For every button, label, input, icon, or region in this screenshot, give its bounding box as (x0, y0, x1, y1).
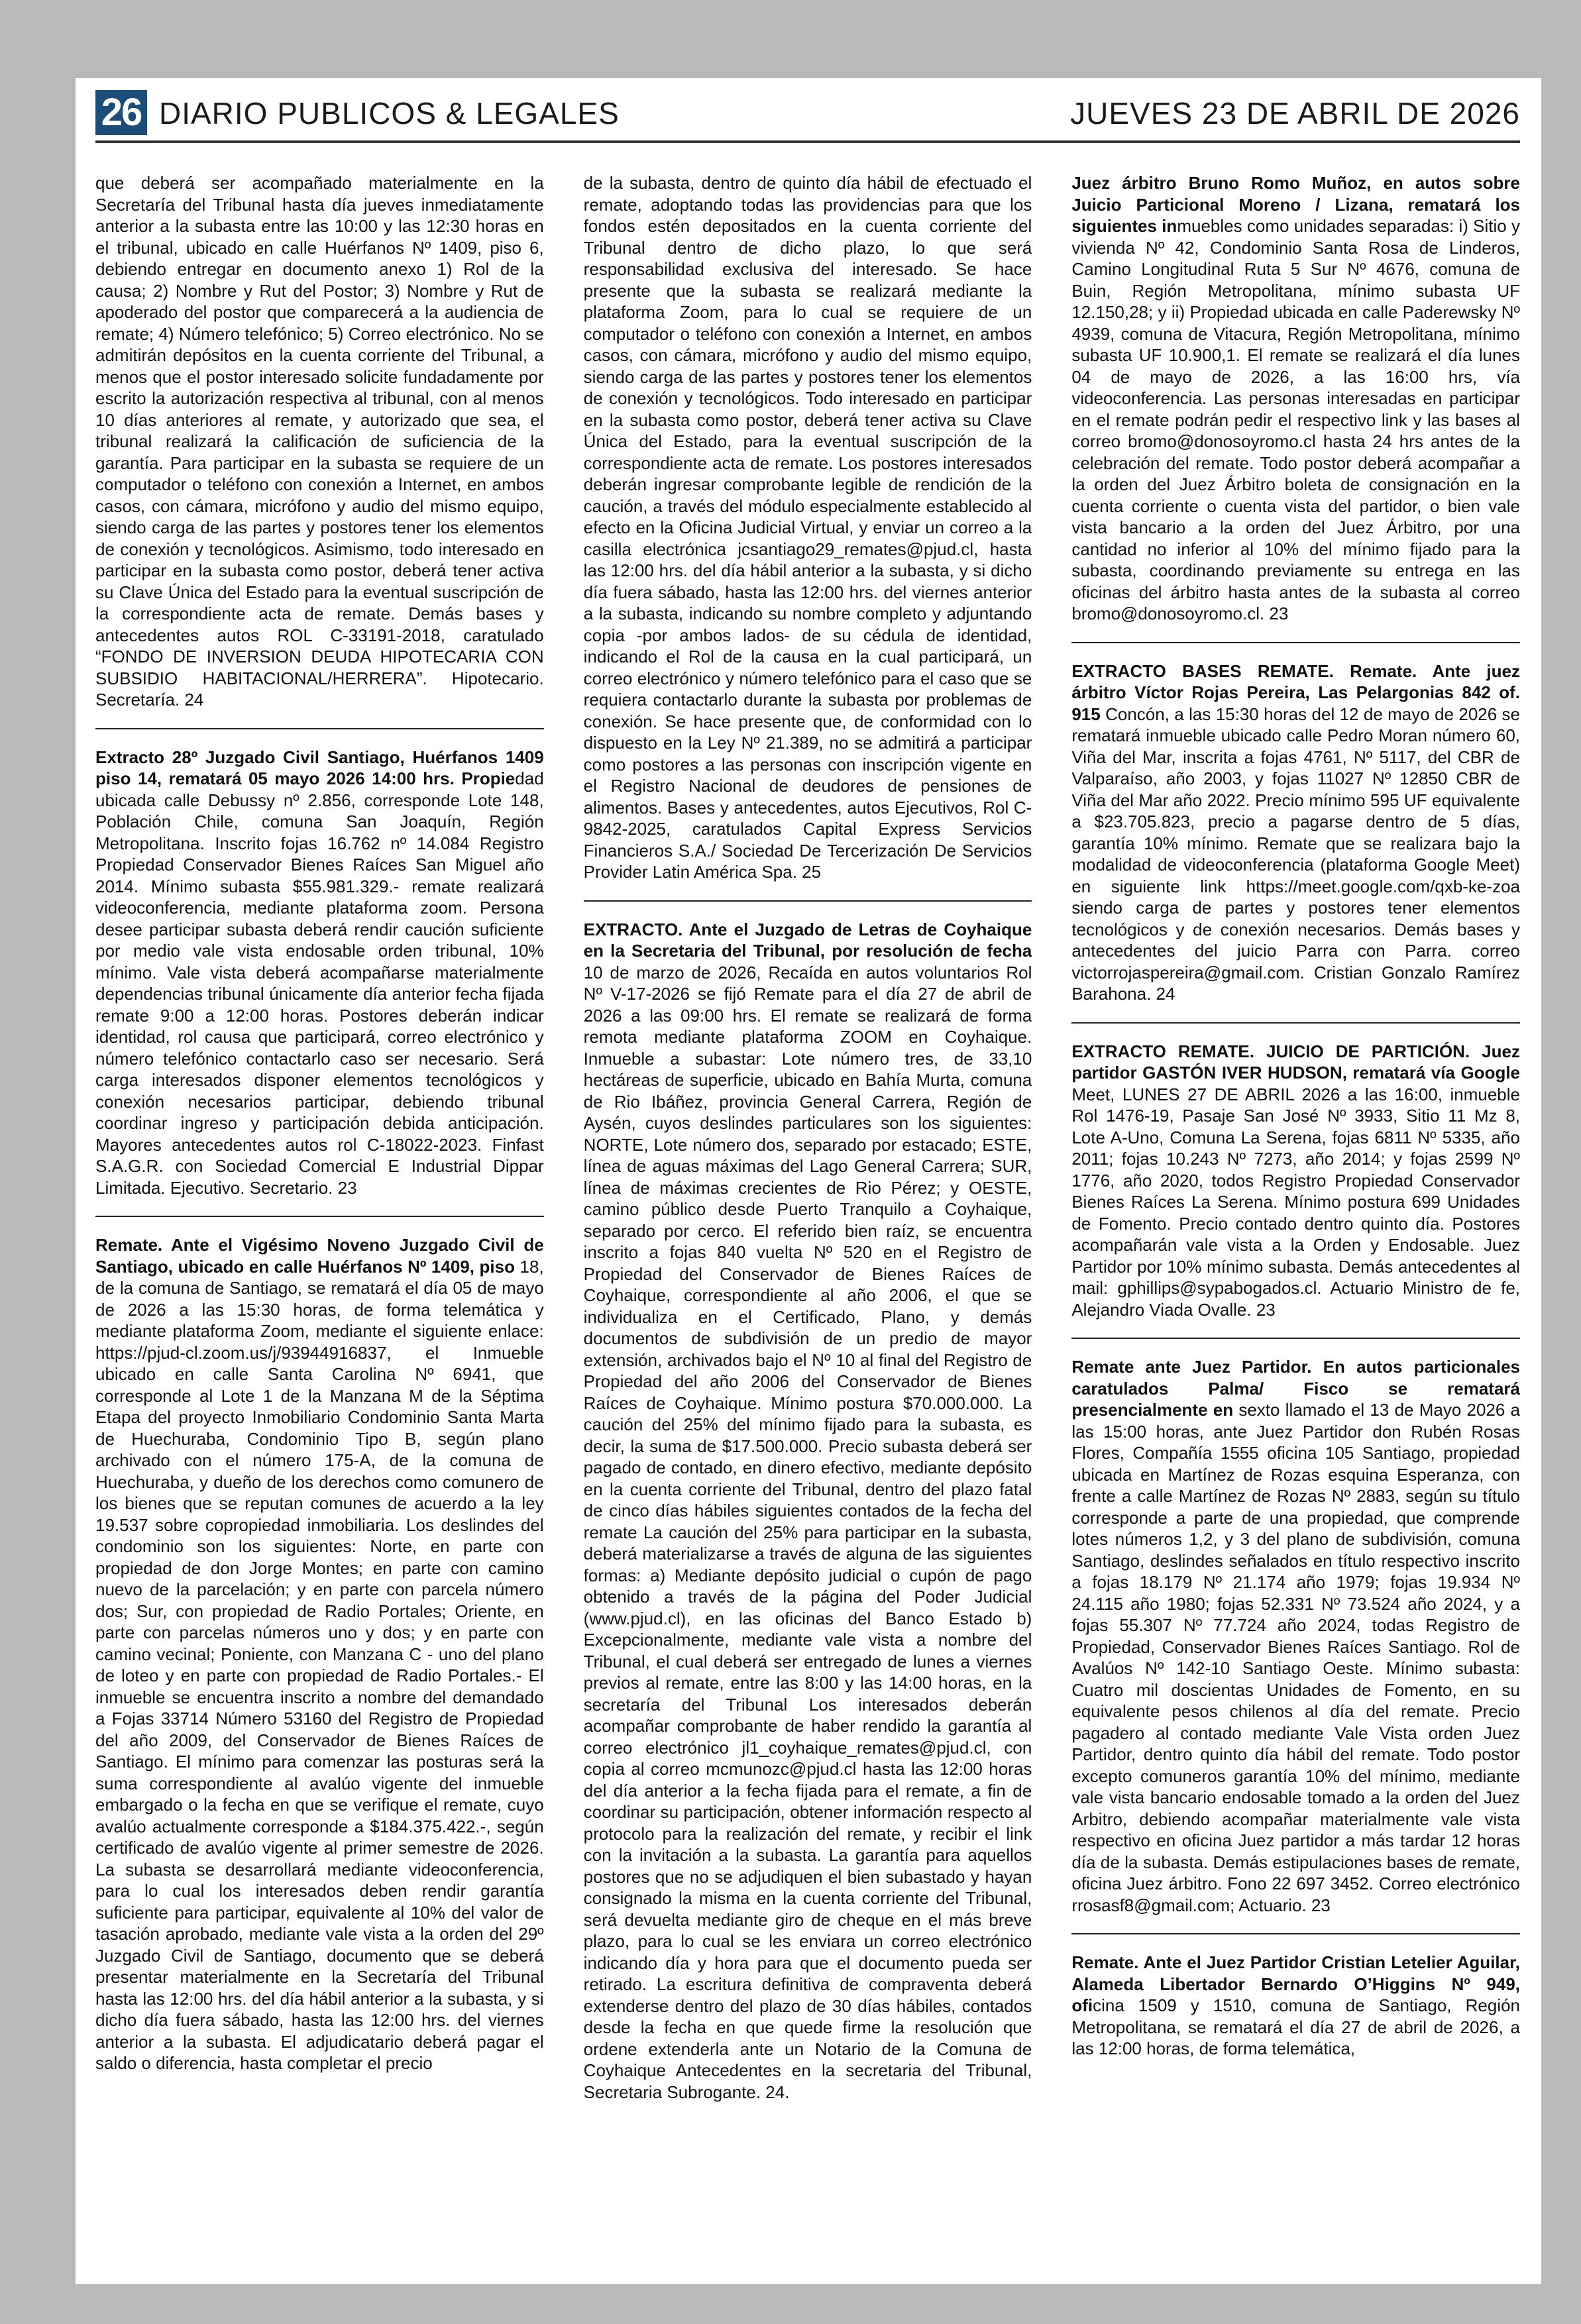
divider (1071, 642, 1520, 643)
notice-text: que deberá ser acompañado materialmente en la Secretaría del Tribunal hasta día jueves inmediatamente anterior a la subasta entre las 10:00 y las 12:30 horas en el tribunal, ubicado en calle Huérfanos Nº 1409, piso 6, debiendo entregar en documento anexo 1) Rol de la causa; 2) Nombre y Rut del Postor; 3) Nombre y Rut de apoderado del postor que comparecerá a la audiencia de remate; 4) Número telefónico; 5) Correo electrónico. No se admitirán depósitos en la cuenta corriente del Tribunal, a menos que el postor interesado solicite fundadamente por escrito la autorización respectiva al tribunal, con al menos 10 días anteriores al remate, y autorizado que sea, el tribunal realizará la calificación de suficiencia de la garantía. Para participar en la subasta se requiere de un computador o teléfono con conexión a Internet, en ambos casos, con cámara, micrófono y audio del mismo equipo, siendo carga de las partes y postores tener los elementos de conexión y tecnológicos. Asimismo, todo interesado en participar en la subasta como postor, deberá tener activa su Clave Única del Estado para la eventual suscripción de la correspondiente acta de remate. Demás bases y antecedentes autos ROL C-33191-2018, caratulado “FONDO DE INVERSION DEUDA HIPOTECARIA CON SUBSIDIO HABITACIONAL/HERRERA”. Hipotecario. Secretaría. 24 (95, 173, 544, 710)
column-1 (95, 172, 544, 2266)
notice-heading: Remate. Ante el Juez Partidor Cristian Letelier Aguilar, Alameda Libertador Bernardo O’Higgins Nº 949, ofi (1071, 1952, 1521, 2015)
notice-text: 18, de la comuna de Santiago, se rematará el día 05 de mayo de 2026 a las 15:30 horas, de forma telemática y mediante plataforma Zoom, mediante el siguiente enlace: https://pjud-cl.zoom.us/j/93944916837, el Inmueble ubicado en calle Santa Carolina Nº 6941, que corresponde al Lote 1 de la Manzana M de la Séptima Etapa del proyecto Inmobiliario Condominio Santa Marta de Huechuraba, Condominio Tipo B, según plano archivado con el número 175-A, de la comuna de Huechuraba, y dueño de los derechos como comunero de los bienes que se reputan comunes de acuerdo a la ley 19.537 sobre copropiedad inmobiliaria. Los deslindes del condominio son los siguientes: Norte, en parte con propiedad de don Jorge Montes; en parte con camino nuevo de la parcelación; y en parte con parcela número dos; Sur, con propiedad de Radio Portales; Oriente, en parte con parcelas números uno y dos; y en parte con camino vecinal; Poniente, con Manzana C - uno del plano de loteo y en parte con propiedad de Radio Portales.- El inmueble se encuentra inscrito a nombre del demandado a Fojas 33714 Número 53160 del Registro de Propiedad del año 2009, del Conservador de Bienes Raíces de Santiago. El mínimo para comenzar las posturas será la suma correspondiente al avalúo vigente del inmueble embargado o la fecha en que se verifique el remate, cuyo avalúo actualmente corresponde a $184.375.422.-, según certificado de avalúo vigente al primer semestre de 2026. La subasta se desarrollará mediante videoconferencia, para lo cual los interesados deben rendir garantía suficiente para participar, equivalente al 10% del valor de tasación aprobado, mediante vale vista a la orden del 29º Juzgado Civil de Santiago, documento que se deberá presentar materialmente en la Secretaría del Tribunal hasta las 12:00 hrs. del día hábil anterior a la subasta, y si dicho día fuera sábado, hasta las 12:00 hrs. del viernes anterior a la subasta. El adjudicatario deberá pagar el saldo o diferencia, hasta completar el precio (95, 1256, 544, 2073)
notice-text: muebles como unidades separadas: i) Sitio y vivienda Nº 42, Condominio Santa Rosa de Linderos, Camino Longitudinal Ruta 5 Sur Nº 4676, comuna de Buin, Región Metropolitana, mínimo subasta UF 12.150,28; y ii) Propiedad ubicada en calle Paderewsky Nº 4939, comuna de Vitacura, Región Metropolitana, mínimo subasta UF 10.900,1. El remate se realizará el día lunes 04 de mayo de 2026, a las 16:00 hrs, vía videoconferencia. Las personas interesadas en participar en el remate podrán pedir el respectivo link y las bases al correo bromo@donosoyromo.cl hasta 24 hrs antes de la celebración del remate. Todo postor deberá acompañar a la orden del Juez Árbitro boleta de consignación en la cuenta corriente o cuenta vista del partidor, o bien vale vista bancario a la orden del Juez Árbitro, por una cantidad no inferior al 10% del mínimo fijado para la subasta, coordinando previamente su entrega en las oficinas del árbitro hasta antes de la subasta al correo bromo@donosoyromo.cl. 23 (1071, 216, 1521, 623)
notice-romo (1071, 172, 1520, 625)
notice-text: Meet, LUNES 27 DE ABRIL 2026 a las 16:00, inmueble Rol 1476-19, Pasaje San José Nº 3933, Sitio 11 Mz 8, Lote A-Uno, Comuna La Serena, fojas 6811 Nº 5335, año 2011; fojas 10.243 Nº 7273, año 2014; y fojas 2599 Nº 1776, año 2020, todos Registro Propiedad Conservador Bienes Raíces La Serena. Mínimo postura 699 Unidades de Fomento. Precio contado dentro quinto día. Postores acompañarán vale vista a la Orden y Endosable. Juez Partidor por 10% mínimo subasta. Demás antecedentes al mail: gphillips@sypabogados.cl. Actuario Ministro de fe, Alejandro Viada Ovalle. 23 (1071, 1084, 1521, 1320)
notice-text: cina 1509 y 1510, comuna de Santiago, Región Metropolitana, se rematará el día 27 de abril de 2026, a las 12:00 horas, de forma telemática, (1071, 1995, 1521, 2058)
page-number: 26 (95, 90, 147, 135)
divider (95, 728, 544, 729)
notice-heading: Extracto 28º Juzgado Civil Santiago, Huérfanos 1409 piso 14, rematará 05 mayo 2026 14:00 hrs. Propie (95, 747, 544, 788)
notice-heading: Remate. Ante el Vigésimo Noveno Juzgado Civil de Santiago, ubicado en calle Huérfanos Nº 1409, piso (95, 1235, 544, 1277)
notice-iver-hudson (1071, 1041, 1520, 1321)
notice-letelier (1071, 1952, 1520, 2060)
notice-palma-fisco (1071, 1356, 1520, 1916)
publication-date: JUEVES 23 DE ABRIL DE 2026 (1070, 96, 1520, 131)
publication-name: DIARIO PUBLICOS & LEGALES (159, 96, 620, 131)
divider (1071, 1022, 1520, 1024)
page-header (95, 87, 1520, 143)
notice-text: de la subasta, dentro de quinto día hábil de efectuado el remate, adoptando todas las providencias para que los fondos estén depositados en la cuenta corriente del Tribunal dentro de dicho plazo, lo que será responsabilidad exclusiva del interesado. Se hace presente que la subasta se realizará mediante la plataforma Zoom, para lo cual se requiere de un computador o teléfono con conexión a Internet, en ambos casos, con cámara, micrófono y audio del mismo equipo, siendo carga de las partes y postores tener los elementos de conexión y tecnológicos. Todo interesado en participar en la subasta como postor, deberá tener activa su Clave Única del Estado, para la eventual suscripción de la correspondiente acta de remate. Los postores interesados deberán ingresar comprobante legible de rendición de la caución, a través del módulo especialmente establecido al efecto en la Oficina Judicial Virtual, y enviar un correo a la casilla electrónica jcsantiago29_remates@pjud.cl, hasta las 12:00 hrs. del día hábil anterior a la subasta, y si dicho día fuera sábado, hasta las 12:00 hrs. del viernes anterior a la subasta, indicando su nombre completo y adjuntando copia -por ambos lados- de su cédula de identidad, indicando el Rol de la causa en la cual participará, un correo electrónico y número telefónico para el caso que se requiera contactarlo durante la subasta por problemas de conexión. Se hace presente que, de conformidad con lo dispuesto en la Ley Nº 21.389, no se admitirá a participar como postores a las personas con inscripción vigente en el Registro Nacional de deudores de pensiones de alimentos. Bases y antecedentes, autos Ejecutivos, Rol C-9842-2025, caratulados Capital Express Servicios Financieros S.A./ Sociedad De Tercerización De Servicios Provider Latin América Spa. 25 (583, 173, 1032, 882)
divider (95, 1216, 544, 1217)
notice-heading: EXTRACTO. Ante el Juzgado de Letras de Coyhaique en la Secretaria del Tribunal, por resolución de fecha (583, 919, 1032, 961)
notice-28-juzgado (95, 747, 544, 1199)
notice-heading: Remate ante Juez Partidor. En autos particionales caratulados Palma/ Fisco se rematará presencialmente en (1071, 1357, 1521, 1420)
notice-text: sexto llamado el 13 de Mayo 2026 a las 15:00 horas, ante Juez Partidor don Rubén Rosas Flores, Compañía 1555 oficina 105 Santiago, propiedad ubicada en Martínez de Rozas esquina Esperanza, con frente a calle Martínez de Rozas Nº 2883, según su título corresponde a parte de una propiedad, que comprende lotes números 1,2, y 3 del plano de subdivisión, comuna Santiago, deslindes señalados en título respectivo inscrito a fojas 18.179 Nº 21.174 año 1979; fojas 19.934 Nº 24.115 año 1980; fojas 52.331 Nº 73.524 año 2024, y a fojas 55.307 Nº 77.724 año 2024, todas Registro de Propiedad, Conservador Bienes Raíces Santiago. Rol de Avalúos Nº 142-10 Santiago Oeste. Mínimo subasta: Cuatro mil doscientas Unidades de Fomento, en su equivalente pesos chilenos al día del remate. Precio pagadero al contado mediante Vale Vista orden Juez Partidor, dentro quinto día hábil del remate. Todo postor excepto comuneros garantía 10% del mínimo, mediante vale vista bancario endosable tomado a la orden del Juez Arbitro, debiendo acompañar materialmente vale vista respectivo en oficina Juez partidor a más tardar 12 horas día de la subasta. Demás estipulaciones bases de remate, oficina Juez árbitro. Fono 22 697 3452. Correo electrónico rrosasf8@gmail.com; Actuario. 23 (1071, 1400, 1521, 1915)
notice-rojas (1071, 660, 1520, 1005)
notice-coyhaique (584, 919, 1032, 2103)
notice-heading: EXTRACTO BASES REMATE. Remate. Ante juez árbitro Víctor Rojas Pereira, Las Pelargonias 842 of. 915 (1071, 660, 1521, 724)
notice-text: 10 de marzo de 2026, Recaída en autos voluntarios Rol Nº V-17-2026 se fijó Remate para el día 27 de abril de 2026 a las 09:00 hrs. El remate se realizará de forma remota mediante plataforma ZOOM en Coyhaique. Inmueble a subastar: Lote número tres, de 33,10 hectáreas de superficie, ubicado en Bahía Murta, comuna de Rio Ibáñez, provincia General Carrera, Región de Aysén, cuyos deslindes particulares son los siguientes: NORTE, Lote número dos, separado por estacado; ESTE, línea de aguas máximas del Lago General Carrera; SUR, línea de máximas crecientes de Rio Pérez; y OESTE, camino público desde Puerto Tranquilo a Coyhaique, separado por cerco. El referido bien raíz, se encuentra inscrito a fojas 840 vuelta Nº 520 en el Registro de Propiedad del Conservador de Bienes Raíces de Coyhaique, correspondiente al año 2006, el que se individualiza en el Certificado, Plano, y demás documentos de subdivisión de un predio de mayor extensión, archivados bajo el Nº 10 al final del Registro de Propiedad del año 2006 del Conservador de Bienes Raíces de Coyhaique. Mínimo postura $70.000.000. La caución del 25% del mínimo fijado para la subasta, es decir, la suma de $17.500.000. Precio subasta deberá ser pagado de contado, en dinero efectivo, mediante depósito en la cuenta corriente del Tribunal, dentro del plazo fatal de cinco días hábiles siguientes contados de la fecha del remate La caución del 25% para participar en la subasta, deberá materializarse a través de alguna de las siguientes formas: a) Mediante depósito judicial o cupón de pago obtenido a través de la página del Poder Judicial (www.pjud.cl), en las oficinas del Banco Estado b) Excepcionalmente, mediante vale vista a nombre del Tribunal, el cual deberá ser entregado de lunes a viernes previos al remate, entre las 8:00 y las 14:00 horas, en la secretaría del Tribunal Los interesados deberán acompañar comprobante de haber rendido la garantía al correo electrónico jl1_coyhaique_remates@pjud.cl, con copia al correo mcmunozc@pjud.cl hasta las 12:00 horas del día anterior a la fecha fijada para el remate, a fin de coordinar su participación, obtener información respecto al protocolo para la realización del remate, y recibir el link con la invitación a la subasta. La garantía para aquellos postores que no se adjudiquen el bien subastado y hayan consignado la misma en la cuenta corriente del Tribunal, será devuelta mediante giro de cheque en el más breve plazo, para lo cual se les enviara un correo electrónico indicando día y hora para que el documento pueda ser retirado. La escritura definitiva de compraventa deberá extenderse dentro del plazo de 30 días hábiles, contados desde la fecha en que quede firme la resolución que ordene extenderla ante un Notario de la Comuna de Coyhaique Antecedentes en la secretaria del Tribunal, Secretaria Subrogante. 24. (583, 962, 1032, 2102)
divider (1071, 1933, 1520, 1934)
notice-text: Concón, a las 15:30 horas del 12 de mayo de 2026 se rematará inmueble ubicado calle Pedro Moran número 60, Viña del Mar, inscrita a fojas 4761, Nº 5117, del CBR de Valparaíso, año 2003, y fojas 11027 Nº 12850 CBR de Viña del Mar año 2022. Precio mínimo 595 UF equivalente a $23.705.823, precio a pagarse dentro de 5 días, garantía 10% mínimo. Remate que se realizara bajo la modalidad de videoconferencia (plataforma Google Meet) en siguiente link https://meet.google.com/qxb-ke-zoa siendo carga de partes y postores tener elementos tecnológicos y de conexión necesarios. Demás bases y antecedentes del juicio Parra con Parra. correo victorrojaspereira@gmail.com. Cristian Gonzalo Ramírez Barahona. 24 (1071, 704, 1521, 1004)
columns (95, 172, 1520, 2266)
notice-heading: EXTRACTO REMATE. JUICIO DE PARTICIÓN. Juez partidor GASTÓN IVER HUDSON, rematará vía Google (1071, 1041, 1521, 1083)
divider (1071, 1338, 1520, 1339)
column-2 (584, 172, 1032, 2266)
notice-text: dad ubicada calle Debussy nº 2.856, corresponde Lote 148, Población Chile, comuna San Joaquín, Región Metropolitana. Inscrito fojas 16.762 nº 14.084 Registro Propiedad Conservador Bienes Raíces San Miguel año 2014. Mínimo subasta $55.981.329.- remate realizará videoconferencia, mediante plataforma zoom. Persona desee participar subasta deberá rendir caución suficiente por medio vale vista endosable orden tribunal, 10% mínimo. Vale vista deberá acompañarse materialmente dependencias tribunal únicamente día anterior fecha fijada remate 9:00 a 12:00 horas. Postores deberán indicar identidad, rol causa que participará, correo electrónico y número telefónico contactarlo caso ser necesario. Será carga interesados disponer elementos tecnológicos y conexión necesarios participar, debiendo tribunal coordinar ingreso y participación debida anticipación. Mayores antecedentes autos rol C-18022-2023. Finfast S.A.G.R. con Sociedad Comercial E Industrial Dippar Limitada. Ejecutivo. Secretario. 23 (95, 768, 544, 1198)
newspaper-page (76, 78, 1541, 2284)
notice-continuation-2 (584, 172, 1032, 883)
column-3 (1071, 172, 1520, 2266)
notice-continuation-1 (95, 172, 544, 711)
notice-29-juzgado (95, 1234, 544, 2074)
notice-heading: Juez árbitro Bruno Romo Muñoz, en autos sobre Juicio Particional Moreno / Lizana, rematará los siguientes in (1071, 173, 1521, 236)
divider (584, 900, 1032, 902)
